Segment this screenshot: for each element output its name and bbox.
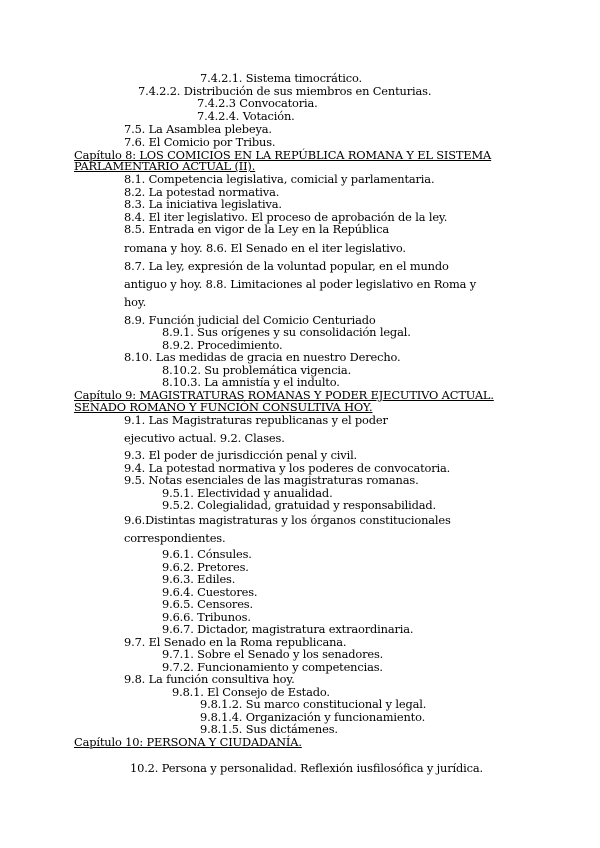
toc-entry: 7.4.2.1. Sistema timocrático.	[200, 71, 362, 85]
toc-entry: 9.6.1. Cónsules.	[162, 547, 252, 561]
toc-entry: 9.5.1. Electividad y anualidad.	[162, 486, 333, 500]
toc-entry: 7.6. El Comicio por Tribus.	[124, 135, 276, 149]
chapter-heading: Capítulo 9: MAGISTRATURAS ROMANAS Y PODER EJECUTIVO ACTUAL.	[74, 388, 494, 402]
toc-entry: ejecutivo actual. 9.2. Clases.	[124, 431, 285, 445]
toc-entry: 8.10. Las medidas de gracia en nuestro Derecho.	[124, 350, 401, 364]
toc-entry: correspondientes.	[124, 531, 226, 545]
toc-entry: 9.8.1.4. Organización y funcionamiento.	[200, 710, 426, 724]
toc-entry: 9.7.1. Sobre el Senado y los senadores.	[162, 647, 384, 661]
toc-entry: 9.3. El poder de jurisdicción penal y civil.	[124, 448, 358, 462]
chapter-heading: PARLAMENTARIO ACTUAL (II).	[74, 159, 256, 173]
toc-entry: 9.6.2. Pretores.	[162, 560, 249, 574]
toc-entry: 8.3. La iniciativa legislativa.	[124, 197, 282, 211]
toc-entry: 8.10.3. La amnistía y el indulto.	[162, 375, 340, 389]
toc-entry: antiguo y hoy. 8.8. Limitaciones al poder legislativo en Roma y	[124, 277, 477, 291]
toc-entry: 8.9.1. Sus orígenes y su consolidación legal.	[162, 325, 411, 339]
toc-entry: 8.5. Entrada en vigor de la Ley en la República	[124, 222, 389, 236]
toc-entry: 8.2. La potestad normativa.	[124, 185, 280, 199]
toc-entry: 9.4. La potestad normativa y los poderes de convocatoria.	[124, 461, 451, 475]
toc-entry: 9.8.1. El Consejo de Estado.	[172, 685, 330, 699]
chapter-heading: Capítulo 10: PERSONA Y CIUDADANÍA.	[74, 735, 302, 749]
toc-entry: 9.6.6. Tribunos.	[162, 610, 251, 624]
toc-entry: 9.6.7. Dictador, magistratura extraordinaria.	[162, 622, 414, 636]
toc-entry: 7.4.2.4. Votación.	[197, 109, 295, 123]
toc-entry: 10.2. Persona y personalidad. Reflexión iusfilosófica y jurídica.	[130, 761, 483, 775]
toc-entry: 9.7.2. Funcionamiento y competencias.	[162, 660, 383, 674]
toc-entry: romana y hoy. 8.6. El Senado en el iter legislativo.	[124, 241, 406, 255]
chapter-heading: Capítulo 8: LOS COMICIOS EN LA REPÚBLICA ROMANA Y EL SISTEMA	[74, 148, 492, 162]
toc-entry: 8.9. Función judicial del Comicio Centuriado	[124, 313, 376, 327]
toc-entry: 8.7. La ley, expresión de la voluntad popular, en el mundo	[124, 259, 449, 273]
toc-entry: 9.6.Distintas magistraturas y los órganos constitucionales	[124, 513, 451, 527]
chapter-heading: SENADO ROMANO Y FUNCIÓN CONSULTIVA HOY.	[74, 400, 373, 414]
toc-entry: hoy.	[124, 295, 147, 309]
toc-entry: 7.4.2.2. Distribución de sus miembros en Centurias.	[138, 84, 432, 98]
toc-entry: 9.5.2. Colegialidad, gratuidad y responsabilidad.	[162, 498, 436, 512]
toc-entry: 7.5. La Asamblea plebeya.	[124, 122, 272, 136]
toc-entry: 8.4. El iter legislativo. El proceso de aprobación de la ley.	[124, 210, 448, 224]
toc-entry: 9.7. El Senado en la Roma republicana.	[124, 635, 347, 649]
toc-entry: 9.5. Notas esenciales de las magistraturas romanas.	[124, 473, 419, 487]
toc-entry: 9.6.5. Censores.	[162, 597, 253, 611]
toc-entry: 9.6.3. Ediles.	[162, 572, 236, 586]
toc-entry: 9.8.1.5. Sus dictámenes.	[200, 722, 338, 736]
toc-entry: 8.10.2. Su problemática vigencia.	[162, 363, 352, 377]
toc-entry: 9.1. Las Magistraturas republicanas y el poder	[124, 413, 388, 427]
toc-entry: 8.9.2. Procedimiento.	[162, 338, 283, 352]
toc-entry: 8.1. Competencia legislativa, comicial y parlamentaria.	[124, 172, 435, 186]
toc-entry: 9.8.1.2. Su marco constitucional y legal.	[200, 697, 427, 711]
toc-entry: 9.6.4. Cuestores.	[162, 585, 258, 599]
toc-entry: 7.4.2.3 Convocatoria.	[197, 96, 318, 110]
toc-entry: 9.8. La función consultiva hoy.	[124, 672, 295, 686]
